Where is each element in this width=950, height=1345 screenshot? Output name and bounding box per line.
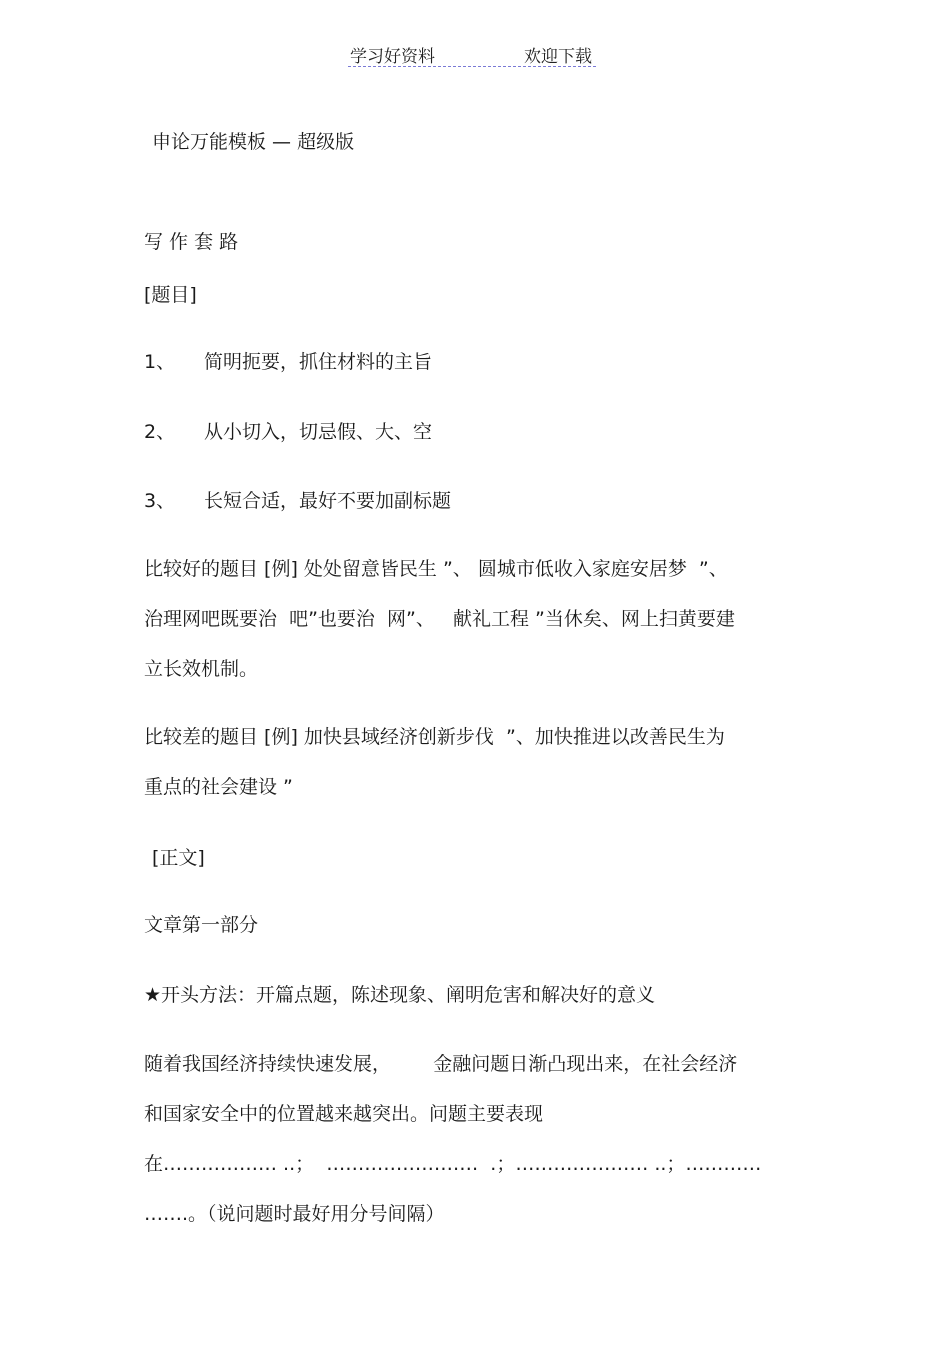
- good-example-line: 治理网吧既要治 吧”也要治 网”、 献礼工程 ”当休矣、网上扫黄要建: [144, 608, 735, 630]
- rule-text: 从小切入，切忌假、大、空: [204, 421, 433, 443]
- document-title: 申论万能模板 — 超级版: [152, 131, 355, 153]
- header-left-text: 学习好资料: [350, 47, 435, 67]
- body-tag: [正文]: [152, 847, 205, 869]
- bad-example-line: 重点的社会建设 ”: [144, 776, 293, 798]
- good-example-line: 比较好的题目 [例] 处处留意皆民生 ”、 圆城市低收入家庭安居梦 ”、: [144, 558, 728, 580]
- part-heading: 文章第一部分: [144, 914, 259, 936]
- title-tag: [题目]: [144, 284, 197, 306]
- rule-number: 2、: [144, 421, 176, 443]
- page-header: [348, 40, 596, 67]
- opening-method: ★开头方法：开篇点题，陈述现象、阐明危害和解决好的意义: [144, 984, 656, 1006]
- rule-text: 长短合适，最好不要加副标题: [204, 490, 452, 512]
- example-line: 和国家安全中的位置越来越突出。问题主要表现: [144, 1103, 544, 1125]
- rule-item: [144, 350, 432, 374]
- rule-text: 简明扼要，抓住材料的主旨: [204, 351, 433, 373]
- example-line: 随着我国经济持续快速发展， 金融问题日渐凸现出来，在社会经济: [144, 1053, 738, 1075]
- example-line: …….。（说问题时最好用分号间隔）: [144, 1203, 445, 1225]
- rule-number: 3、: [144, 490, 176, 512]
- bad-example-line: 比较差的题目 [例] 加快县域经济创新步伐 ”、加快推进以改善民生为: [144, 726, 725, 748]
- rule-number: 1、: [144, 351, 176, 373]
- rule-item: [144, 489, 451, 513]
- good-example-line: 立长效机制。: [144, 658, 259, 680]
- rule-item: [144, 420, 432, 444]
- example-line: 在……………… ..； …………………… .；………………… ..；…………: [144, 1153, 762, 1175]
- header-right-text: 欢迎下载: [524, 47, 592, 67]
- section-heading: 写 作 套 路: [144, 231, 239, 253]
